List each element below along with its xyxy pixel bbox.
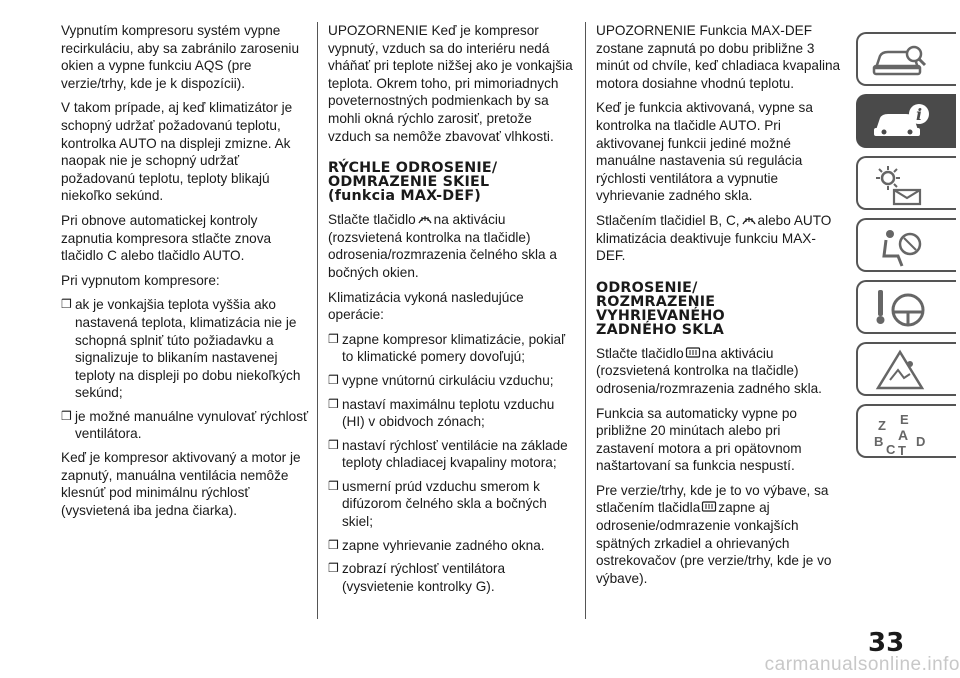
tab-safety[interactable]	[856, 218, 956, 272]
index-letter: T	[898, 443, 906, 456]
paragraph: Stlačte tlačidlo na aktiváciu (rozsvietená kontrolka na tlačidle) odrosenia/rozmrazenia zadného skla.	[596, 345, 822, 396]
tab-warning-lights[interactable]	[856, 156, 956, 210]
bullet-marker: ❒	[328, 437, 339, 452]
paragraph: Stlačte tlačidlo na aktiváciu (rozsvietená kontrolka na tlačidle) odrosenia/rozmrazenia čelného skla a bočných okien.	[328, 212, 557, 280]
list-item: ❒ zobrazí rýchlosť ventilátora (vysvietenie kontrolky G).	[328, 561, 506, 594]
tab-driving[interactable]	[856, 280, 956, 334]
index-letter: Z	[878, 418, 886, 433]
paragraph: Stlačením tlačidiel B, C, alebo AUTO klimatizácia deaktivuje funkciu MAX-DEF.	[596, 212, 832, 264]
index-letter: A	[898, 427, 909, 443]
page-number: 33	[868, 628, 905, 658]
bullet-marker: ❒	[328, 331, 339, 346]
index-letter: E	[900, 412, 909, 427]
bullet-marker: ❒	[328, 537, 339, 552]
paragraph: UPOZORNENIE Funkcia MAX-DEF zostane zapnutá po dobu približne 3 minút od chvíle, keď chladiaca kvapalina motora dosiahne vhodnú teplotu.	[596, 23, 841, 91]
steering-icon	[870, 286, 930, 330]
paragraph: Pre verzie/trhy, kde je to vo výbave, sa stlačením tlačidla zapne aj odrosenie/odmrazenie vonkajších spätných zrkadiel a ohrievaných ostrekovačov (pre verzie/trhy, kde je vo výbave).	[596, 482, 832, 586]
paragraph: Klimatizácia vykoná nasledujúce operácie:	[328, 289, 524, 323]
bullet-marker: ❒	[61, 297, 72, 312]
paragraph: Pri obnove automatickej kontroly zapnutia kompresora stlačte znova tlačidlo C alebo tlačidlo AUTO.	[61, 212, 272, 264]
road-hazard-icon	[870, 348, 930, 392]
list-item: ❒ usmerní prúd vzduchu smerom k difúzorom čelného skla a bočných skiel;	[328, 478, 547, 530]
windshield-defrost-icon	[741, 213, 757, 226]
column-divider	[317, 22, 318, 619]
paragraph: V takom prípade, aj keď klimatizátor je schopný udržať požadovanú teplotu, kontrolka AUTO na displeji zmizne. Ak naopak nie je schopný udržať požadovanú teplotu, teploty blikajú niekoľko sekúnd.	[61, 100, 293, 204]
warning-light-icon	[870, 162, 930, 206]
rear-window-defrost-icon	[685, 346, 701, 359]
paragraph: Keď je funkcia aktivovaná, vypne sa kontrolka na tlačidle AUTO. Pri aktivovanej funkcii jediné možné manuálne nastavenia sú regulácia rýchlosti ventilátora a vypnutie vyhrievanie zadného skla.	[596, 100, 813, 204]
rear-window-defrost-icon	[701, 500, 717, 513]
list-item: ❒ je možné manuálne vynulovať rýchlosť ventilátora.	[61, 408, 309, 442]
car-info-icon	[870, 100, 930, 144]
column-2	[328, 22, 574, 601]
tab-emergency[interactable]	[856, 342, 956, 396]
paragraph: Vypnutím kompresoru systém vypne recirkuláciu, aby sa zabránilo zaroseniu okien a vypne funkciu AQS (pre verzie/trhy, kde je k dispozícii).	[61, 23, 300, 91]
bullet-marker: ❒	[328, 396, 339, 411]
index-letter: B	[874, 434, 884, 449]
list-item: ❒ nastaví maximálnu teplotu vzduchu (HI) v obidvoch zónach;	[328, 396, 555, 430]
watermark: carmanualsonline.info	[764, 654, 960, 675]
paragraph: Pri vypnutom kompresore:	[61, 272, 220, 288]
section-tabs	[856, 32, 960, 466]
bullet-marker: ❒	[328, 561, 339, 576]
list-item: ❒ nastaví rýchlosť ventilácie na základe teploty chladiacej kvapaliny motora;	[328, 437, 568, 471]
bullet-marker: ❒	[61, 408, 72, 423]
list-item: ❒ vypne vnútornú cirkuláciu vzduchu;	[328, 372, 554, 388]
windshield-defrost-icon	[417, 212, 433, 225]
bullet-marker: ❒	[328, 478, 339, 493]
tab-car-info[interactable]	[856, 94, 956, 148]
column-1	[61, 22, 309, 526]
tab-car-overview[interactable]	[856, 32, 956, 86]
index-letter: D	[916, 434, 926, 449]
bullet-marker: ❒	[328, 372, 339, 387]
column-divider	[585, 22, 586, 619]
list-item: ❒ zapne kompresor klimatizácie, pokiaľ to klimatické pomery dovoľujú;	[328, 331, 566, 365]
column-3	[596, 22, 842, 594]
paragraph: Funkcia sa automaticky vypne po približne 20 minútach alebo pri zastavení motora a pri opätovnom naštartovaní sa funkcia nespustí.	[596, 405, 802, 474]
list-item: ❒ zapne vyhrievanie zadného okna.	[328, 537, 545, 553]
section-heading-max-def: RÝCHLE ODROSENIE/ ODMRAZENIE SKIEL (funkcia MAX-DEF)	[328, 160, 498, 205]
section-heading-rear-defrost: ODROSENIE/ ROZMRAZENIE VYHRIEVANÉHO ZADNÉHO SKLA	[596, 279, 725, 338]
svg-text:i: i	[915, 105, 923, 124]
paragraph: Keď je kompresor aktivovaný a motor je zapnutý, manuálna ventilácia nemôže klesnúť pod minimálnu rýchlosť (vysvietená iba jedna čiarka).	[61, 450, 301, 518]
index-letter: C	[886, 442, 896, 456]
seat-safety-icon	[870, 224, 930, 268]
paragraph: UPOZORNENIE Keď je kompresor vypnutý, vzduch sa do interiéru nedá vháňať pri teplote nižšej ako je vonkajšia teplota. Okrem toho, pri mimoriadnych poveternostných podmienkach by sa mohli okná rýchlo zarosiť, pretože vzduch sa nemôže zbavovať vlhkosti.	[328, 23, 573, 144]
alphabet-index-icon	[870, 410, 934, 456]
list-item: ❒ ak je vonkajšia teplota vyššia ako nastavená teplota, klimatizácia nie je schopná splniť túto požiadavku a signalizuje to blikaním nastavenej teploty na displeji po dobu niekoľkých sekúnd;	[61, 297, 301, 401]
tab-index[interactable]	[856, 404, 956, 458]
car-search-icon	[870, 38, 930, 82]
